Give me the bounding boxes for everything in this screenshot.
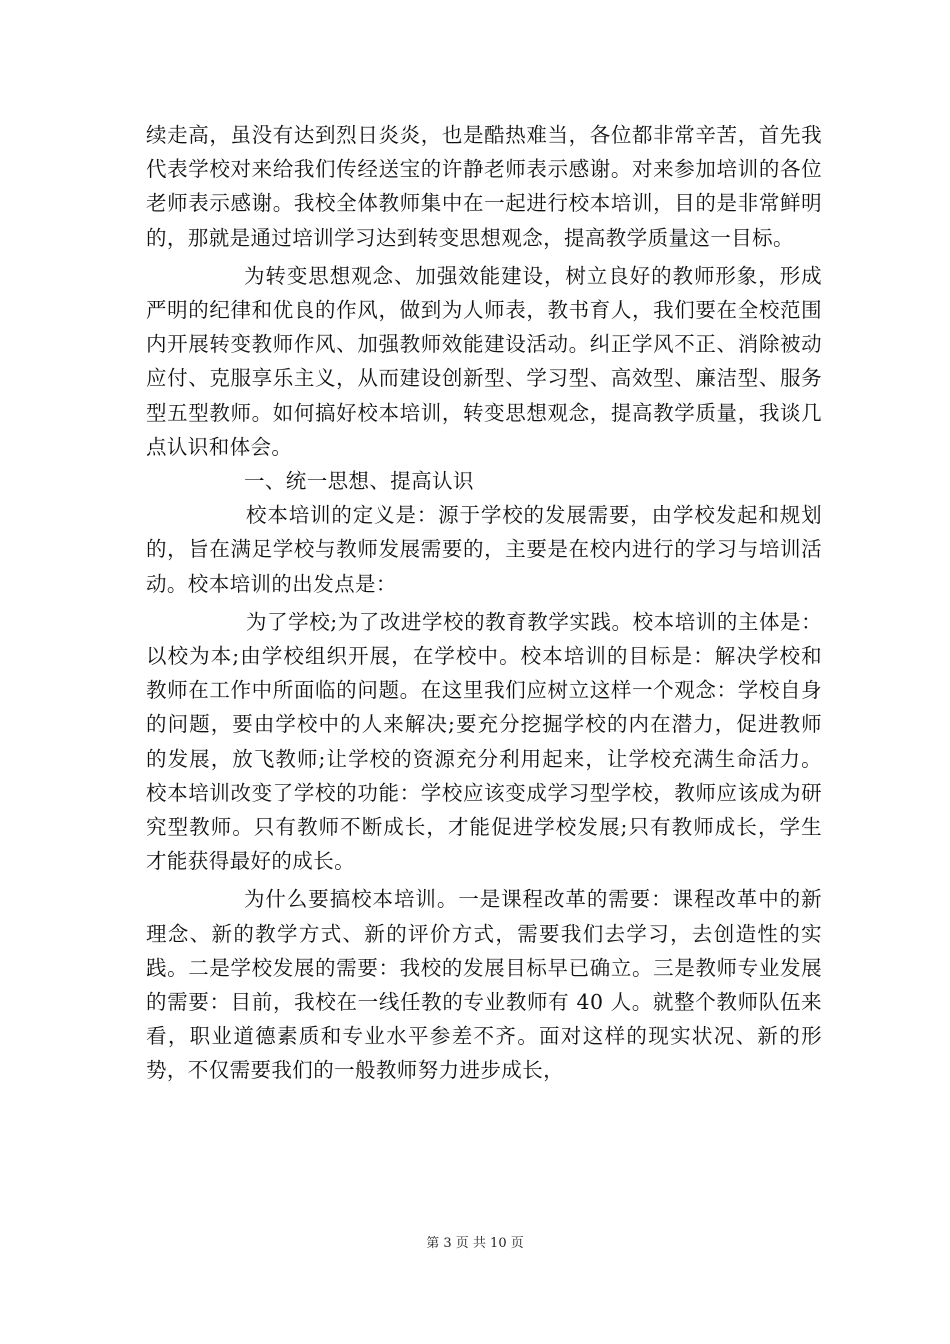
- paragraph-purpose: 为了学校;为了改进学校的教育教学实践。校本培训的主体是：以校为本;由学校组织开展，在学校中。校本培训的目标是：解决学校和教师在工作中所面临的问题。在这里我们应树立这样一个观念：学校自身的问题，要由学校中的人来解决;要充分挖掘学校的内在潜力，促进教师的发展，放飞教师;让学校的资源充分利用起来，让学校充满生命活力。校本培训改变了学校的功能：学校应该变成学习型学校，教师应该成为研究型教师。只有教师不断成长，才能促进学校发展;只有教师成长，学生才能获得最好的成长。: [146, 609, 822, 874]
- document-body: [146, 118, 822, 1088]
- paragraph-definition: 校本培训的定义是：源于学校的发展需要，由学校发起和规划的，旨在满足学校与教师发展需要的，主要是在校内进行的学习与培训活动。校本培训的出发点是：: [146, 503, 822, 596]
- paragraph-work-style: 为转变思想观念、加强效能建设，树立良好的教师形象，形成严明的纪律和优良的作风，做到为人师表，教书育人，我们要在全校范围内开展转变教师作风、加强教师效能建设活动。纠正学风不正、消除被动应付、克服享乐主义，从而建设创新型、学习型、高效型、廉洁型、服务型五型教师。如何搞好校本培训，转变思想观念，提高教学质量，我谈几点认识和体会。: [146, 263, 822, 459]
- paragraph-opening: 续走高，虽没有达到烈日炎炎，也是酷热难当，各位都非常辛苦，首先我代表学校对来给我们传经送宝的许静老师表示感谢。对来参加培训的各位老师表示感谢。我校全体教师集中在一起进行校本培训，目的是非常鲜明的，那就是通过培训学习达到转变思想观念，提高教学质量这一目标。: [146, 123, 822, 250]
- paragraph-why-training: 为什么要搞校本培训。一是课程改革的需要：课程改革中的新理念、新的教学方式、新的评价方式，需要我们去学习，去创造性的实践。二是学校发展的需要：我校的发展目标早已确立。三是教师专业发展的需要：目前，我校在一线任教的专业教师有 40 人。就整个教师队伍来看，职业道德素质和专业水平参差不齐。面对这样的现实状况、新的形势，不仅需要我们的一般教师努力进步成长，: [146, 887, 822, 1083]
- page-footer: 第 3 页 共 10 页: [426, 1236, 524, 1251]
- section-heading-unify-thinking: 一、统一思想、提高认识: [244, 469, 474, 494]
